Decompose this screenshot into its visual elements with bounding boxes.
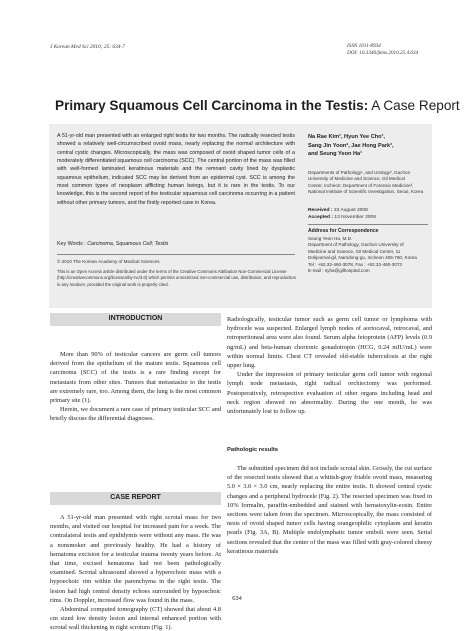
received-date: Received : 23 August 2008 [308, 208, 368, 213]
introduction-heading-bar [50, 313, 221, 326]
correspondence-line: Tel : +82.32-460-3078, Fax : +82.32-460-3073 [308, 261, 402, 267]
title-main: Primary Squamous Cell Carcinoma in the Testis: [55, 98, 369, 113]
case-report-heading-bar [50, 492, 221, 505]
paragraph: A 51-yr-old man presented with right scrotal mass for two months, and visited our hospital for increased pain for a week. The contralateral testis and epididymis were without any mass. He was a nonsmoker and previously healthy. He had a history of hematoma excision for a testicular trauma twenty years before. At that time, excised hematoma had not been pathologically examined. Scrotal ultrasound showed a hyperechoic mass with a hypoechoic rim within the parenchyma in the right testis. The lesion had high central density echoes surrounded by hypoechoic rims. On Doppler, increased flow was found in the mass. [50, 514, 221, 604]
copyright-notice: © 2010 The Korean Academy of Medical Sciences. [57, 259, 161, 264]
affiliation-line: Departments of Pathology¹, and Urology², Gachon [308, 170, 411, 175]
keywords-value: Carcinoma, Squamous Cell; Testis [87, 241, 169, 247]
paragraph: Herein, we document a rare case of primary testicular SCC and briefly discuss the differential diagnoses. [50, 406, 221, 423]
journal-citation: J Korean Med Sci 2010; 25: 634-7 [50, 44, 125, 50]
author-line: Sang Jin Yoon², Jae Hong Park³, [308, 142, 394, 149]
pathologic-results-heading: Pathologic results [227, 447, 279, 453]
author-line: Na Rae Kim¹, Hyun Yee Cho¹, [308, 134, 385, 140]
introduction-body [50, 350, 221, 424]
pathologic-results-body [227, 464, 432, 556]
keywords-label: Key Words : [57, 241, 88, 247]
journal-identifiers [347, 43, 418, 57]
article-dates [308, 207, 428, 221]
issn: ISSN 1011-8934 [347, 43, 381, 49]
affiliation-line: National Institute of Scientific Investigation, Seoul, Korea [308, 189, 424, 195]
affiliation-line: University of Medicine and Science, Gil Medical [308, 176, 405, 182]
correspondence-address [308, 236, 430, 274]
license-notice: This is an Open Access article distributed under the terms of the Creative Commons Attribution Non-Commercial License (http://creativecommons.org/licenses/by-nc/3.0) which permits unrestricted non-commercial use, distribution, and reproduction in any medium, provided the original work is properly cited. [57, 269, 297, 287]
author-list [308, 133, 428, 159]
abstract-text: A 51-yr-old man presented with an enlarged right testis for two months. The radically resected testis showed a relatively well-circumscribed ovoid mass, nearly replacing the normal architecture with central cystic changes. Microscopically, the mass was composed of ovoid shaped tumor cells of a moderately differentiated squamous cell carcinoma (SCC). The central portion of the mass was filled with well-formed laminated keratinous materials and the remnant cavity lined by dysplastic squamous epithelium, indicated SCC may be derived from an epidermal cyst. SCC is among the most common types of neoplasm afflicting human beings, but it is rare in the testis. To our knowledge, this is the second report of the testicular squamous cell carcinoma occurring in a patient without other primary tumors, and the firstly reported case in Korea. [57, 133, 295, 206]
case-report-heading: CASE REPORT [110, 494, 161, 501]
doi: DOI: 10.3346/jkms.2010.25.4.634 [347, 50, 419, 56]
correspondence-line: Medicine and Science, Gil Medical Center, 11 [308, 248, 401, 254]
abstract-box [49, 124, 432, 308]
correspondence-line: E-mail : syha@gilhospital.com [308, 268, 370, 274]
paragraph: Radiologically, testicular tumor such as germ cell tumor or lymphoma with hydrocele was suspected. Enlarged lymph nodes of aortocaval, retrocaval, and retroperitoneal area were also found. Serum alpha fetoprotein (AFP) levels (0.9 ng/mL) and beta-human chorionic gonadotropin (HCG, 0.24 mIU/mL) were within normal limits. Chest CT revealed old-stable tuberculosis at the right upper lung. [227, 316, 432, 370]
abstract-divider [57, 254, 295, 255]
right-column-body [227, 315, 432, 416]
paragraph: More than 90% of testicular cancers are germ cell tumors derived from the epithelium of the mature testis. Squamous cell carcinoma (SCC) of the testis is a rare finding except for metastasis from other sites. Tumors that metastasize to the testis are extremely rare, too. Among them, the lung is the most common primary site (1). [50, 351, 221, 405]
paragraph: Abdominal computed tomography (CT) showed that about 4.8 cm sized low density lesion and internal enhanced portion with scrotal wall thickening in right scrotum (Fig. 1). [50, 606, 221, 631]
affiliations [308, 170, 430, 196]
affiliation-line: Center, Incheon; Department of Forensic Medicine³, [308, 182, 414, 188]
correspondence-line: Dokjeomal-gil, Namdong-gu, Incheon 405-760, Korea [308, 255, 417, 261]
introduction-heading: INTRODUCTION [108, 315, 163, 322]
page-number: 634 [232, 596, 242, 602]
correspondence-line: Seung Yeon Ha, M.D. [308, 236, 353, 241]
case-report-body [50, 513, 221, 631]
paragraph: Under the impression of primary testicular germ cell tumor with regional lymph node metastasis, right radical orchiectomy was performed. Postoperatively, retrospective evaluation of other organs including head and neck region showed no abnormality. During the one month, he was unfortunately lost to follow up. [227, 371, 432, 416]
article-title [55, 98, 460, 113]
correspondence-heading: Address for Correspondence [308, 228, 379, 234]
keywords [57, 241, 168, 247]
sidebar-divider [308, 224, 428, 225]
author-line: and Seung Yeon Ha¹ [308, 151, 362, 157]
title-sub: A Case Report [368, 98, 460, 113]
paragraph: The submitted specimen did not include scrotal skin. Grossly, the cut surface of the resected testis showed that a whitish-gray friable ovoid mass, measuring 5.0 × 3.0 × 3.0 cm, nearly replacing the entire testis. It showed central cystic changes and a peripheral hydrocele (Fig. 2). The resected specimen was fixed in 10% formalin, paraffin-embedded and stained with hematoxylin-eosin. Entire sections were taken from the specimen. Microscopically, the mass consisted of nests of ovoid shaped tumor cells having orangeophilic cytoplasm and keratin pearls (Fig. 3A, B). Multiple endolymphatic tumor emboli were seen. Serial sections revealed that the center of the mass was filled with gray-colored cheesy keratinous materials [227, 465, 432, 555]
correspondence-line: Department of Pathology, Gachon University of [308, 242, 404, 248]
accepted-date: Accepted : 13 November 2008 [308, 215, 376, 221]
